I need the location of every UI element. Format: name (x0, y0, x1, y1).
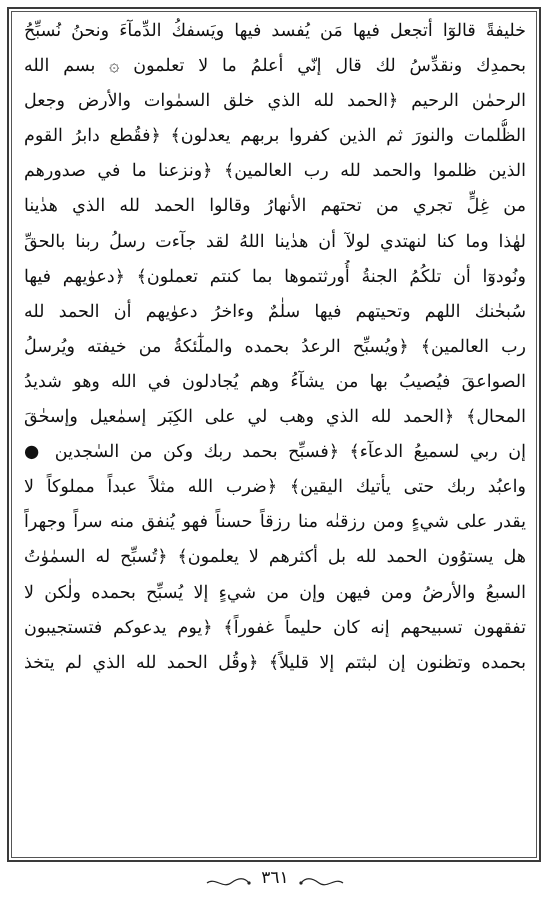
text-line: المحال﴾ ﴿الحمد لله الذي وهب لي على الكِبَر إسمٰعيل وإسحٰقَ (24, 407, 526, 428)
text-line: بحمدِك ونقدِّسُ لك قال إنّي أعلمُ ما لا تعلمون ۞ بسم الله (24, 56, 526, 77)
text-line: ونُودوٓا أن تلكُمُ الجنةُ أُورثتموها بما كنتم تعملون﴾ ﴿دعوٰيهم فيها (24, 266, 526, 287)
text-line: يقدر على شيءٍ ومن رزقنٰه منا رزقاً حسناً فهو يُنفق منه سراً وجهراً (24, 512, 526, 533)
text-line (24, 786, 526, 821)
text-line: من غِلٍّ تجري من تحتهم الأنهارُ وقالوا الحمد لله الذي هدٰينا (24, 196, 526, 217)
text-line: رب العالمين﴾ ﴿ويُسبِّح الرعدُ بحمده والملٰٓئكةُ من خيفته ويُرسلُ (24, 336, 526, 357)
verse-text-block (24, 14, 526, 856)
text-line (24, 751, 526, 786)
text-line: الرحمٰن الرحيم ﴿الحمد لله الذي خلق السمٰوات والأرض وجعل (24, 91, 526, 112)
text-line: سُبحٰنك اللهم وتحيتهم فيها سلٰمٌ وءاخرُ دعوٰيهم أن الحمد لله (24, 301, 526, 322)
text-line: بحمده وتظنون إن لبثتم إلا قليلاً﴾ ﴿وقُل الحمد لله الذي لم يتخذ (24, 652, 526, 673)
text-line (24, 821, 526, 856)
text-line: خليفةً قالوٓا أتجعل فيها مَن يُفسد فيها ويَسفكُ الدِّمآءَ ونحنُ نُسبِّحُ (24, 21, 526, 41)
page-footer (0, 864, 550, 900)
page-number: ٣٦١ (261, 868, 289, 888)
ornament-icon (299, 876, 345, 890)
text-line: السبعُ والأرضُ ومن فيهن وإن من شيءٍ إلا يُسبِّح بحمده ولٰكن لا (24, 582, 526, 603)
text-line: واعبُد ربك حتى يأتيك اليقين﴾ ﴿ضرب الله مثلاً عبداً مملوكاً لا (24, 477, 526, 498)
text-line: هل يستوُون الحمد لله بل أكثرهم لا يعلمون﴾ ﴿تُسبِّح له السمٰوٰتُ (24, 547, 526, 568)
text-line: الذين ظلموا والحمد لله رب العالمين﴾ ﴿ونزعنا ما في صدورهم (24, 161, 526, 182)
text-line: لهٰذا وما كنا لنهتدي لولآ أن هدٰينا اللهُ لقد جآءت رسلُ ربنا بالحقِّ (24, 231, 526, 252)
text-line: الظُّلمات والنورَ ثم الذين كفروا بربهم يعدلون﴾ ﴿فقُطع دابرُ القوم (24, 126, 526, 147)
text-line (24, 716, 526, 751)
text-line: الصواعقَ فيُصيبُ بها من يشآءُ وهم يُجادلون في الله وهو شديدُ (24, 371, 526, 392)
ornament-icon (205, 876, 251, 890)
text-line: تفقهون تسبيحهم إنه كان حليماً غفوراً﴾ ﴿يوم يدعوكم فتستجيبون (24, 617, 526, 638)
text-line: إن ربي لسميعُ الدعآء﴾ ﴿فسبِّح بحمد ربك وكن من السٰجدين ● (24, 442, 526, 463)
text-line (24, 681, 526, 716)
